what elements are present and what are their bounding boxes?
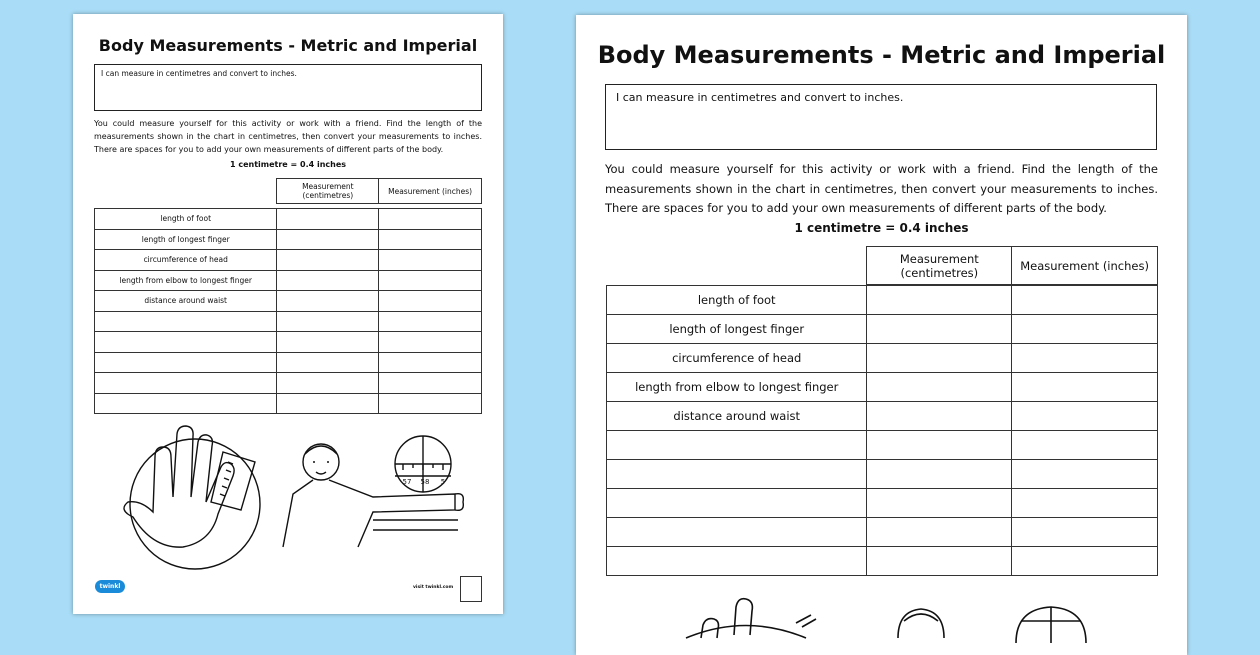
inches-cell[interactable] <box>1012 431 1158 460</box>
table-row <box>607 373 1158 402</box>
inches-cell[interactable] <box>1012 460 1158 489</box>
row-label <box>95 352 277 373</box>
row-label <box>95 311 277 332</box>
column-header-centimetres: Measurement (centimetres) <box>867 247 1012 285</box>
worksheet-page-right <box>576 15 1187 655</box>
ruler-magnifier-illustration <box>1016 607 1086 643</box>
inches-cell[interactable] <box>1012 344 1158 373</box>
centimetres-cell[interactable] <box>867 460 1012 489</box>
row-label <box>607 489 867 518</box>
boy-measuring-illustration <box>283 444 463 547</box>
table-row <box>95 373 482 394</box>
centimetres-cell[interactable] <box>277 393 379 414</box>
worksheet-title: Body Measurements - Metric and Imperial <box>98 36 478 55</box>
ruler-number: 57 <box>402 478 412 486</box>
table-row <box>95 229 482 250</box>
centimetres-cell[interactable] <box>277 311 379 332</box>
row-label: length of foot <box>95 209 277 230</box>
row-label <box>95 393 277 414</box>
inches-cell[interactable] <box>1012 402 1158 431</box>
row-label: length from elbow to longest finger <box>607 373 867 402</box>
objective-text: I can measure in centimetres and convert to inches. <box>616 91 904 104</box>
centimetres-cell[interactable] <box>867 518 1012 547</box>
instructions-paragraph: You could measure yourself for this activity or work with a friend. Find the length of the measurements shown in the chart in centimetres, then convert your measurements to inches. There are spaces for you to add your own measurements of different parts of the body. <box>605 162 1158 215</box>
table-row <box>607 518 1158 547</box>
row-label <box>607 460 867 489</box>
footer-url: visit twinkl.com <box>413 585 454 590</box>
centimetres-cell[interactable] <box>277 291 379 312</box>
objective-text: I can measure in centimetres and convert to inches. <box>101 69 297 78</box>
inches-cell[interactable] <box>1012 315 1158 344</box>
row-label <box>95 373 277 394</box>
table-row <box>95 352 482 373</box>
centimetres-cell[interactable] <box>277 352 379 373</box>
conversion-note: 1 centimetre = 0.4 inches <box>794 221 969 235</box>
boy-measuring-illustration <box>898 609 944 638</box>
table-row <box>95 332 482 353</box>
hand-measuring-illustration <box>124 426 260 569</box>
table-row <box>607 547 1158 576</box>
centimetres-cell[interactable] <box>277 229 379 250</box>
inches-cell[interactable] <box>379 250 482 271</box>
row-label <box>95 332 277 353</box>
table-row <box>607 315 1158 344</box>
table-row <box>607 431 1158 460</box>
table-row <box>607 489 1158 518</box>
inches-cell[interactable] <box>379 209 482 230</box>
inches-cell[interactable] <box>379 332 482 353</box>
centimetres-cell[interactable] <box>867 547 1012 576</box>
table-row <box>95 393 482 414</box>
table-row <box>607 344 1158 373</box>
table-row <box>95 311 482 332</box>
inches-cell[interactable] <box>1012 547 1158 576</box>
illustrations <box>576 593 1187 643</box>
inches-cell[interactable] <box>379 270 482 291</box>
ruler-number: 5 <box>440 478 446 486</box>
centimetres-cell[interactable] <box>867 373 1012 402</box>
twinkl-logo: twinkl <box>95 580 125 593</box>
row-label <box>607 518 867 547</box>
centimetres-cell[interactable] <box>277 270 379 291</box>
hand-measuring-illustration <box>686 599 816 638</box>
centimetres-cell[interactable] <box>277 373 379 394</box>
table-row <box>95 291 482 312</box>
objective-box <box>605 84 1157 150</box>
inches-cell[interactable] <box>379 229 482 250</box>
column-header-inches: Measurement (inches) <box>1012 247 1158 285</box>
row-label: circumference of head <box>607 344 867 373</box>
quality-badge <box>460 576 482 602</box>
inches-cell[interactable] <box>379 291 482 312</box>
row-label <box>607 547 867 576</box>
ruler-number: 58 <box>420 478 430 486</box>
column-header-centimetres: Measurement (centimetres) <box>277 179 379 204</box>
centimetres-cell[interactable] <box>867 431 1012 460</box>
row-label: distance around waist <box>95 291 277 312</box>
measurement-table <box>606 246 1158 576</box>
centimetres-cell[interactable] <box>867 315 1012 344</box>
row-label: distance around waist <box>607 402 867 431</box>
table-row <box>95 250 482 271</box>
table-row <box>607 402 1158 431</box>
centimetres-cell[interactable] <box>277 332 379 353</box>
inches-cell[interactable] <box>379 393 482 414</box>
centimetres-cell[interactable] <box>867 402 1012 431</box>
table-row <box>95 209 482 230</box>
instructions-paragraph: You could measure yourself for this activity or work with a friend. Find the length of the measurements shown in the chart in centimetres, then convert your measurements to inches. There are spaces for you to add your own measurements of different parts of the body. <box>94 119 482 154</box>
illustrations <box>73 422 503 592</box>
column-header-inches: Measurement (inches) <box>379 179 482 204</box>
centimetres-cell[interactable] <box>867 344 1012 373</box>
conversion-note: 1 centimetre = 0.4 inches <box>229 160 347 169</box>
worksheet-page-left <box>73 14 503 614</box>
row-label: circumference of head <box>95 250 277 271</box>
centimetres-cell[interactable] <box>867 489 1012 518</box>
centimetres-cell[interactable] <box>867 286 1012 315</box>
inches-cell[interactable] <box>1012 518 1158 547</box>
worksheet-title: Body Measurements - Metric and Imperial <box>597 41 1166 69</box>
inches-cell[interactable] <box>1012 373 1158 402</box>
row-label: length of longest finger <box>607 315 867 344</box>
inches-cell[interactable] <box>379 352 482 373</box>
inches-cell[interactable] <box>1012 489 1158 518</box>
table-row <box>607 286 1158 315</box>
row-label: length of foot <box>607 286 867 315</box>
inches-cell[interactable] <box>1012 286 1158 315</box>
objective-box <box>94 64 482 111</box>
inches-cell[interactable] <box>379 373 482 394</box>
inches-cell[interactable] <box>379 311 482 332</box>
row-label: length from elbow to longest finger <box>95 270 277 291</box>
centimetres-cell[interactable] <box>277 209 379 230</box>
centimetres-cell[interactable] <box>277 250 379 271</box>
row-label <box>607 431 867 460</box>
ruler-magnifier-illustration <box>395 436 451 492</box>
measurement-table <box>94 178 482 414</box>
row-label: length of longest finger <box>95 229 277 250</box>
table-row <box>607 460 1158 489</box>
table-row <box>95 270 482 291</box>
